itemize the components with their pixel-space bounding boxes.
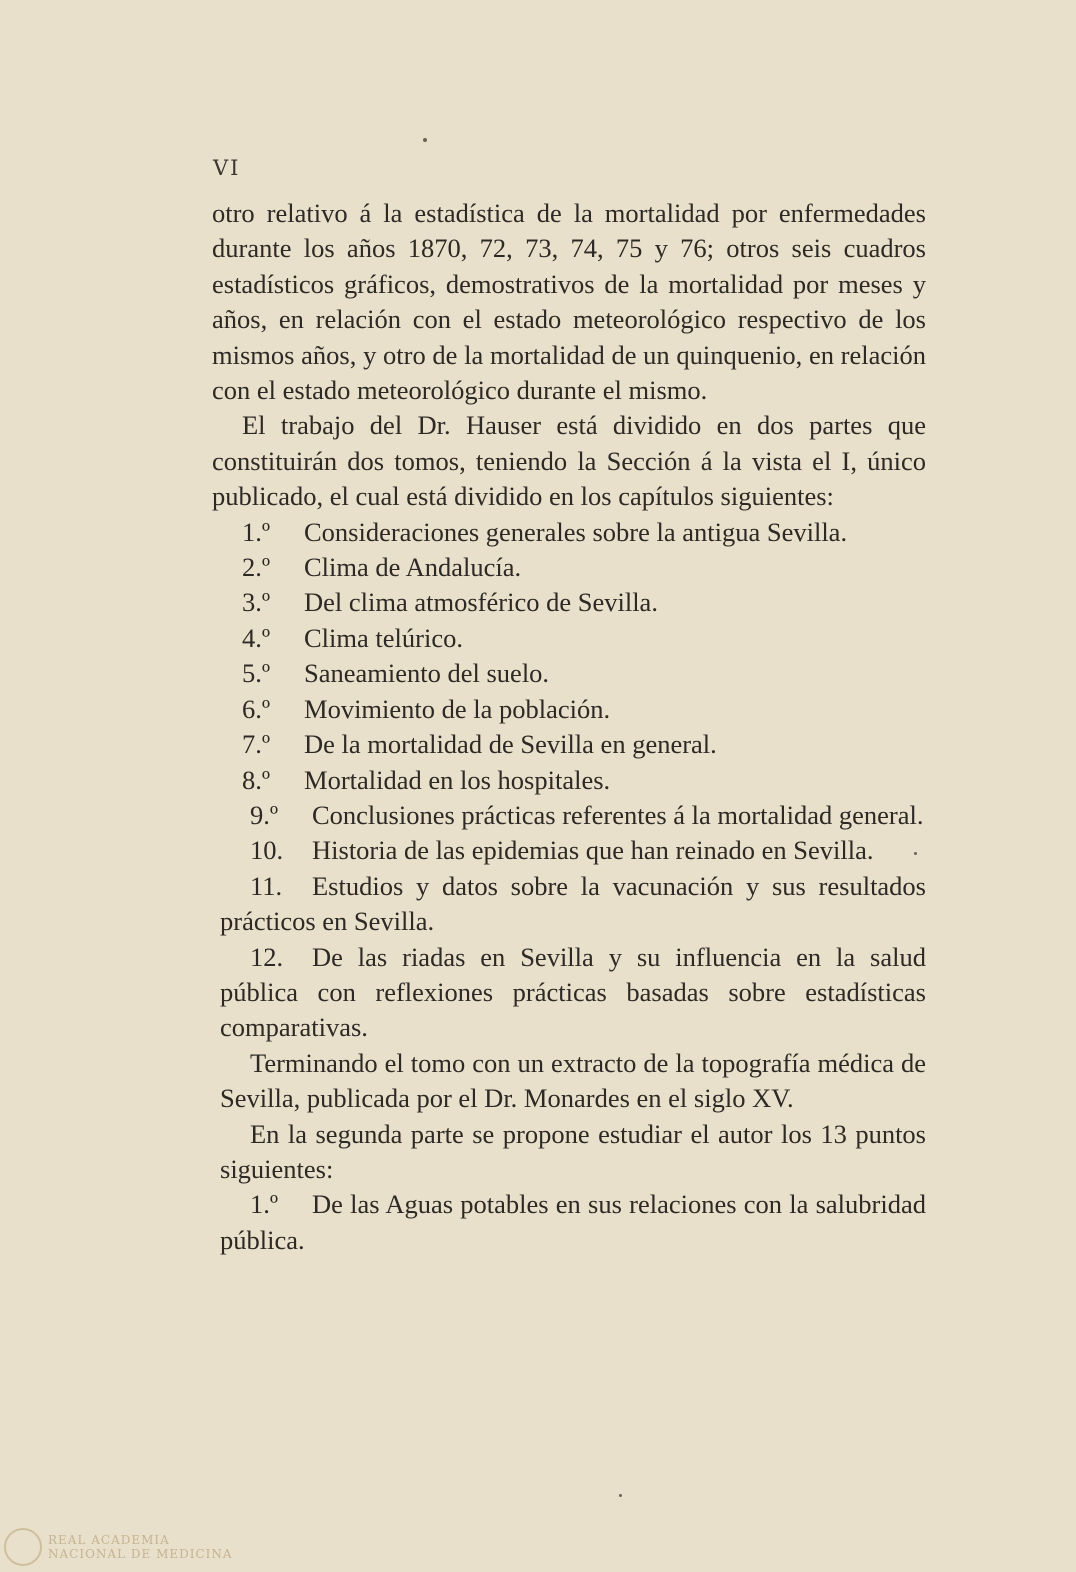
chapter-title: Historia de las epidemias que han reinado en Sevilla.	[312, 835, 874, 866]
chapter-number: 1.º	[242, 516, 271, 547]
ink-speck	[619, 1494, 622, 1497]
paragraph: otro relativo á la estadística de la mortalidad por enfermedades durante los años 1870, 72, 73, 74, 75 y 76; otros seis cuadros estadísticos gráficos, demostrativos de la mortalidad por meses y años, en relación con el estado meteorológico respectivo de los mismos años, y otro de la mortalidad de un quinquenio, en relación con el estado meteorológico durante el mismo.	[212, 198, 926, 406]
chapter-title: De las riadas en Sevilla y su influencia en la salud pública con reflexiones prácticas basadas sobre estadísticas comparativas.	[220, 941, 926, 1043]
chapter-title: De la mortalidad de Sevilla en general.	[304, 729, 717, 760]
chapter-item	[212, 798, 926, 833]
item-number: 1.º	[250, 1189, 279, 1220]
chapter-title: Clima de Andalucía.	[304, 552, 522, 583]
ink-speck	[914, 852, 917, 855]
chapter-title: Saneamiento del suelo.	[304, 658, 550, 689]
chapter-number: 6.º	[242, 693, 271, 724]
chapter-number: 11.	[250, 870, 283, 901]
chapter-number: 5.º	[242, 658, 271, 689]
ink-speck	[423, 138, 427, 142]
chapter-item	[212, 550, 926, 585]
chapter-number: 10.	[250, 835, 284, 866]
chapter-item	[212, 515, 926, 550]
chapter-number: 9.º	[250, 799, 279, 830]
body-text	[212, 196, 926, 1258]
chapter-title: Mortalidad en los hospitales.	[304, 764, 611, 795]
library-stamp	[4, 1528, 233, 1566]
chapter-title: Estudios y datos sobre la vacunación y sus resultados prácticos en Sevilla.	[220, 870, 926, 937]
chapter-item	[212, 656, 926, 691]
chapter-number: 8.º	[242, 764, 271, 795]
chapter-item	[212, 869, 926, 940]
chapter-title: Clima telúrico.	[304, 622, 463, 653]
chapter-title: Consideraciones generales sobre la antigua Sevilla.	[304, 516, 848, 547]
chapter-number: 2.º	[242, 552, 271, 583]
chapter-item	[212, 692, 926, 727]
stamp-line: REAL ACADEMIA	[48, 1533, 170, 1547]
chapter-number: 12.	[250, 941, 284, 972]
page-number: VI	[213, 156, 241, 180]
chapter-item	[212, 621, 926, 656]
second-part-item	[212, 1187, 926, 1258]
item-title: De las Aguas potables en sus relaciones con la salubridad pública.	[220, 1189, 926, 1255]
chapter-title: Movimiento de la población.	[304, 693, 611, 724]
seal-icon	[4, 1528, 42, 1566]
paragraph: En la segunda parte se propone estudiar el autor los 13 puntos siguientes:	[220, 1118, 926, 1184]
chapter-number: 4.º	[242, 622, 271, 653]
chapter-number: 7.º	[242, 729, 271, 760]
chapter-item	[212, 833, 926, 868]
chapter-item	[212, 763, 926, 798]
chapter-item	[212, 585, 926, 620]
paragraph: Terminando el tomo con un extracto de la topografía médica de Sevilla, publicada por el Dr. Monardes en el siglo XV.	[220, 1047, 926, 1114]
chapter-item	[212, 727, 926, 762]
chapter-title: Conclusiones prácticas referentes á la mortalidad general.	[312, 799, 924, 830]
paragraph: El trabajo del Dr. Hauser está dividido en dos partes que constituirán dos tomos, teniendo la Sección á la vista el I, único publicado, el cual está dividido en los capítulos siguientes:	[212, 410, 926, 512]
stamp-line: NACIONAL DE MEDICINA	[48, 1547, 233, 1561]
chapter-item	[212, 940, 926, 1046]
chapter-number: 3.º	[242, 587, 271, 618]
chapter-title: Del clima atmosférico de Sevilla.	[304, 587, 658, 618]
